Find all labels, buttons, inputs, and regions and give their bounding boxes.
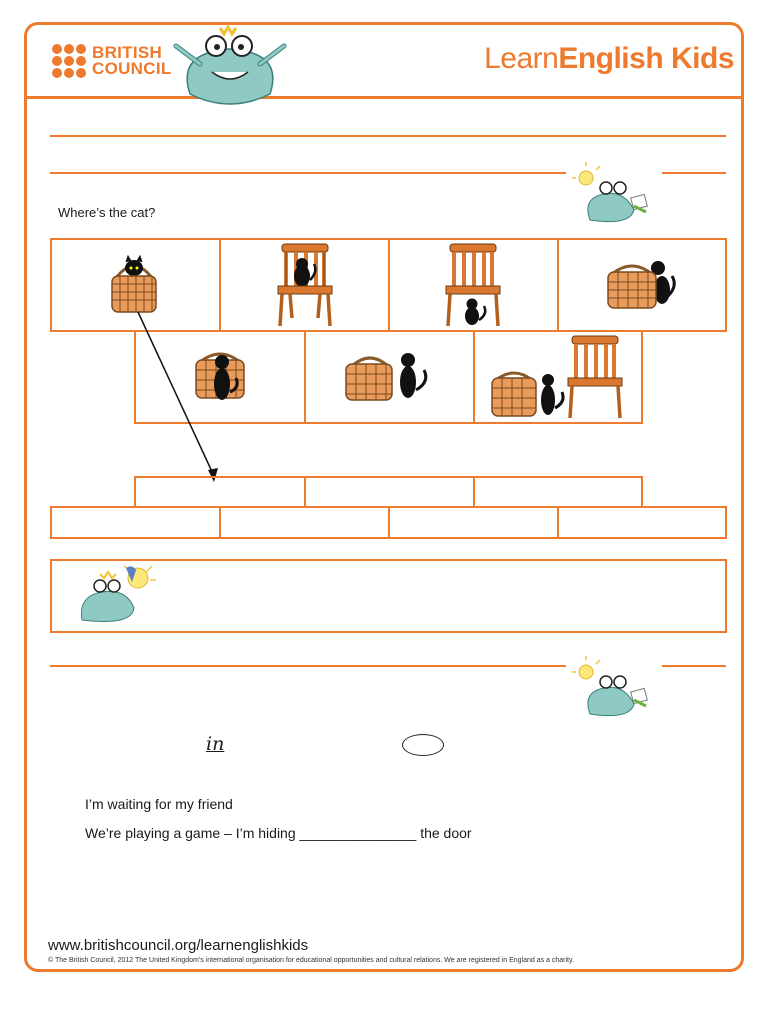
logo-line-1: BRITISH	[92, 43, 163, 62]
section2-rule-2	[662, 665, 726, 667]
answer-box-6[interactable]	[388, 506, 559, 539]
example-word: in	[206, 733, 225, 755]
logo-line-2: COUNCIL	[92, 59, 172, 78]
answer-oval[interactable]	[402, 734, 444, 756]
answer-box-3[interactable]	[473, 476, 643, 508]
answer-box-5[interactable]	[219, 506, 390, 539]
footer-url[interactable]: www.britishcouncil.org/learnenglishkids	[48, 937, 309, 954]
mascot-with-lamp-icon	[76, 562, 168, 628]
section2-rule-1	[50, 665, 566, 667]
sentence-2: We’re playing a game – I’m hiding _______________ the door	[85, 825, 472, 841]
answer-box-4[interactable]	[50, 506, 221, 539]
activity-prompt: Where’s the cat?	[58, 205, 156, 220]
footer-copyright: © The British Council, 2012 The United Kingdom’s international organisation for educational opportunities and cultural relations. We are registered in England as a charity.	[48, 957, 574, 964]
brand-part-1: Learn	[484, 42, 559, 75]
brand-part-2: English Kids	[558, 42, 734, 75]
sentence-1: I’m waiting for my friend	[85, 796, 233, 812]
answer-box-7[interactable]	[557, 506, 727, 539]
answer-box-1[interactable]	[134, 476, 306, 508]
answer-box-2[interactable]	[304, 476, 475, 508]
mascot-with-lightbulb-icon-2	[572, 656, 654, 722]
